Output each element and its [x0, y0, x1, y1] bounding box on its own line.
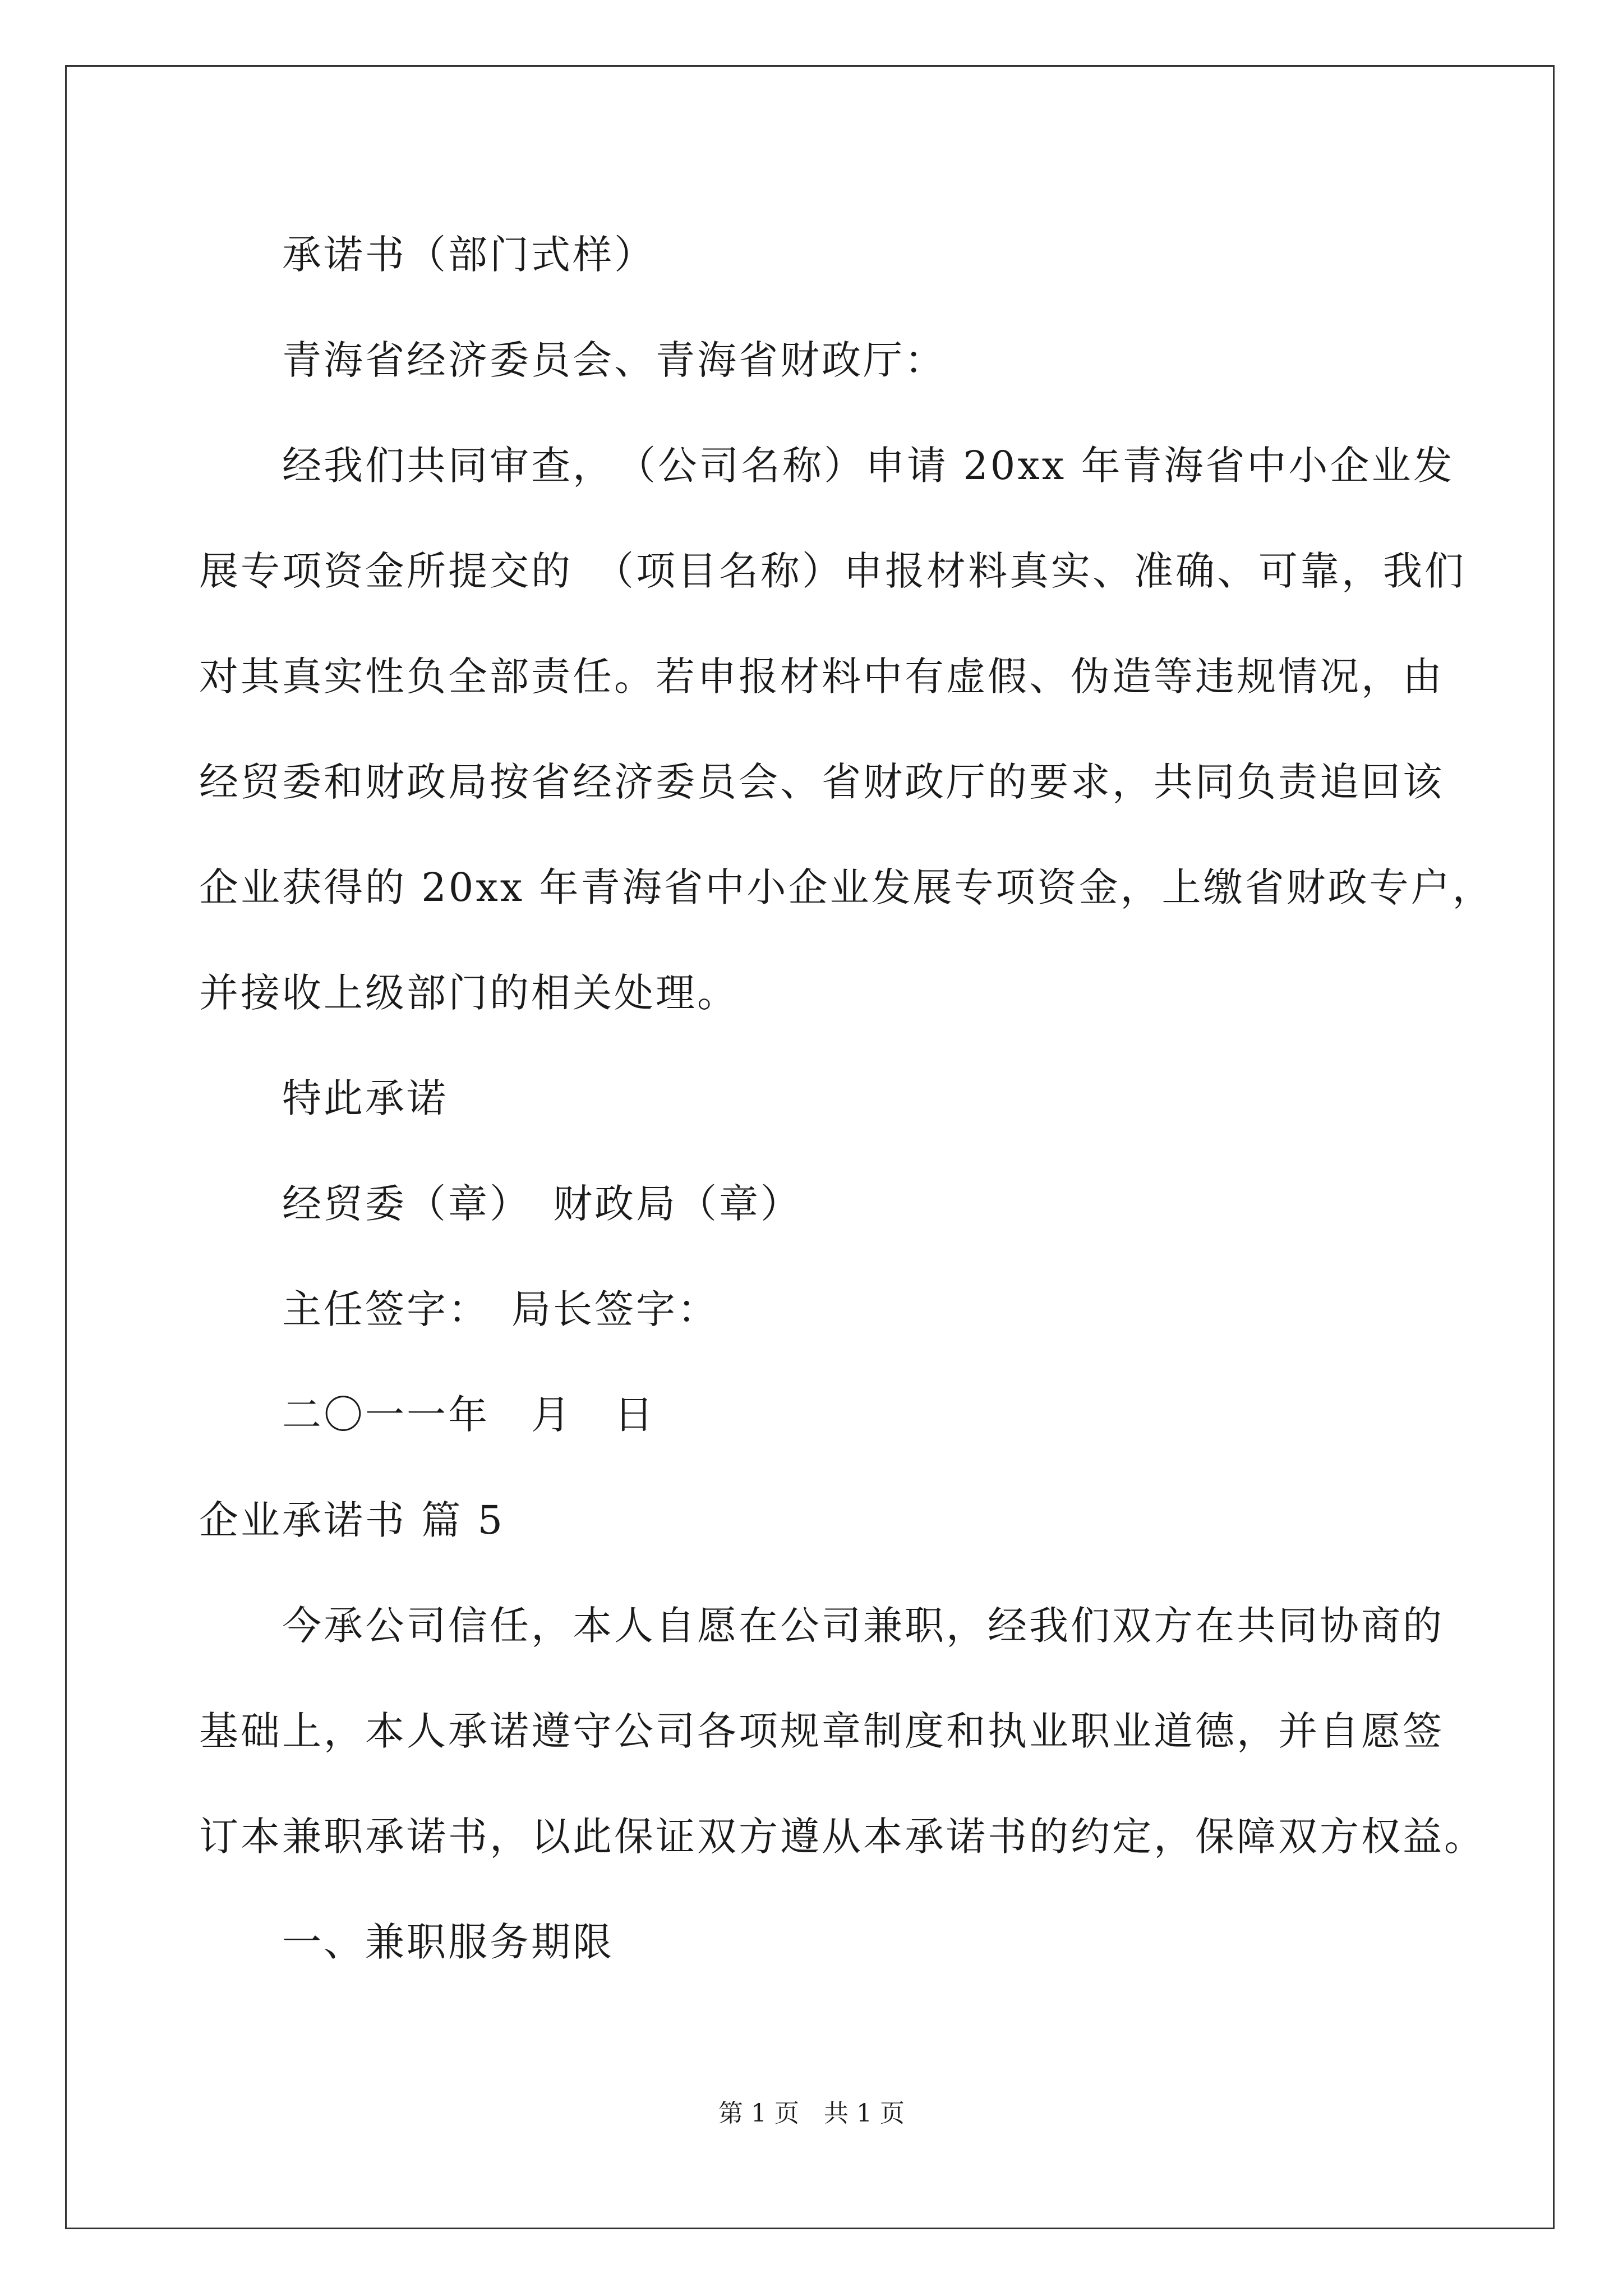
paragraph-line: 经贸委和财政局按省经济委员会、省财政厅的要求，共同负责追回该	[199, 759, 1444, 805]
signature-line: 主任签字： 局长签字：	[282, 1286, 719, 1332]
addressee: 青海省经济委员会、青海省财政厅：	[282, 337, 946, 383]
document-body	[199, 202, 1494, 1995]
paragraph-line: 并接收上级部门的相关处理。	[199, 970, 739, 1016]
paragraph-line: 企业获得的 20xx 年青海省中小企业发展专项资金，上缴省财政专户，	[199, 864, 1494, 910]
section-heading: 企业承诺书 篇 5	[199, 1497, 505, 1543]
date-line: 二〇一一年 月 日	[282, 1392, 656, 1438]
paragraph-line: 经我们共同审查， （公司名称）申请 20xx 年青海省中小企业发	[282, 443, 1455, 489]
paragraph-line: 今承公司信任，本人自愿在公司兼职，经我们双方在共同协商的	[282, 1603, 1444, 1649]
list-heading: 一、兼职服务期限	[282, 1919, 614, 1965]
paragraph-line: 基础上，本人承诺遵守公司各项规章制度和执业职业道德，并自愿签	[199, 1708, 1444, 1754]
paragraph-line: 订本兼职承诺书，以此保证双方遵从本承诺书的约定，保障双方权益。	[199, 1814, 1486, 1860]
seal-line: 经贸委（章） 财政局（章）	[282, 1181, 802, 1227]
paragraph-line: 展专项资金所提交的 （项目名称）申报材料真实、准确、可靠，我们	[199, 548, 1466, 594]
closing-statement: 特此承诺	[282, 1075, 448, 1121]
doc-title: 承诺书（部门式样）	[282, 232, 656, 278]
paragraph-line: 对其真实性负全部责任。若申报材料中有虚假、伪造等违规情况，由	[199, 654, 1444, 700]
page-footer: 第 1 页 共 1 页	[718, 2099, 905, 2128]
